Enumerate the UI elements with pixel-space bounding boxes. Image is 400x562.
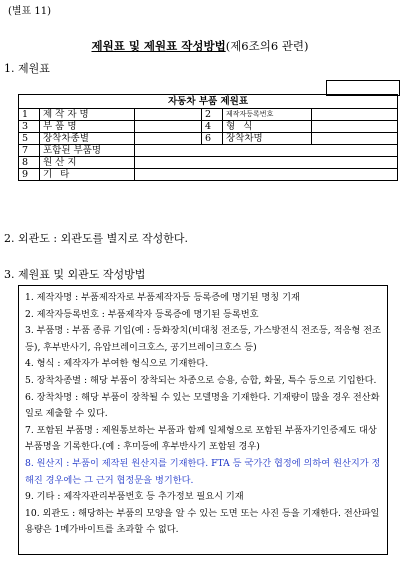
instruction-item: 3. 부품명 : 부품 종류 기입(예 : 등화장치(비대칭 전조등, 가스방전식 전조등, 적응형 전조등), 후부반사기, 유압브레이크호스, 공기브레이크호스 등) — [25, 325, 381, 353]
row-number: 7 — [19, 145, 40, 157]
title-ref: (제6조의6 관련) — [225, 39, 309, 53]
row-number: 5 — [19, 133, 40, 145]
field-label: 포함된 부품명 — [40, 145, 135, 157]
field-value[interactable] — [312, 109, 398, 121]
section-1-heading: 1. 제원표 — [4, 62, 50, 75]
field-label: 기타 — [40, 169, 135, 181]
field-value[interactable] — [135, 109, 202, 121]
table-row — [19, 157, 398, 169]
field-value[interactable] — [135, 145, 398, 157]
spec-table-header: 자동차 부품 제원표 — [19, 95, 398, 109]
table-row — [19, 145, 398, 157]
field-value[interactable] — [135, 169, 398, 181]
row-number: 9 — [19, 169, 40, 181]
title-main: 제원표 및 제원표 작성방법 — [91, 39, 226, 53]
field-label: 부품명 — [40, 121, 135, 133]
instruction-item: 6. 장착차명 : 해당 부품이 장착될 수 있는 모델명을 기재한다. 기재량이 많을 경우 전산화일로 제출할 수 있다. — [25, 391, 380, 420]
field-label: 장착차종별 — [40, 133, 135, 145]
instruction-item: 5. 장착차종별 : 해당 부품이 장착되는 차종으로 승용, 승합, 화물, 특수 등으로 기입한다. — [25, 374, 377, 386]
document-title — [0, 38, 400, 54]
instructions-box — [18, 285, 388, 555]
spec-table — [18, 94, 398, 181]
row-number: 4 — [202, 121, 223, 133]
instruction-item: 7. 포함된 부품명 : 제원통보하는 부품과 함께 일체형으로 포함된 부품자기인증제도 대상 부품명을 기록한다.(예 : 후미등에 후부반사기 포함된 경우) — [25, 424, 377, 453]
instruction-item: 2. 제작자등록번호 : 부품제작자 등록증에 명기된 등록번호 — [25, 308, 259, 320]
row-number: 3 — [19, 121, 40, 133]
field-label: 원산지 — [40, 157, 135, 169]
section-2-heading: 2. 외관도 : 외관도를 별지로 작성한다. — [4, 232, 188, 245]
row-number: 1 — [19, 109, 40, 121]
field-value[interactable] — [312, 133, 398, 145]
field-label: 형식 — [223, 121, 312, 133]
field-label: 제작자명 — [40, 109, 135, 121]
row-number: 8 — [19, 157, 40, 169]
instruction-item: 1. 제작자명 : 부품제작자로 부품제작자등 등록증에 명기된 명칭 기재 — [25, 292, 300, 303]
field-value[interactable] — [312, 121, 398, 133]
row-number: 6 — [202, 133, 223, 145]
instruction-item: 4. 형식 : 제작자가 부여한 형식으로 기재한다. — [25, 358, 209, 370]
field-value[interactable] — [135, 121, 202, 133]
table-row — [19, 109, 398, 121]
table-row — [19, 169, 398, 181]
instruction-item: 10. 외관도 : 해당하는 부품의 모양을 알 수 있는 도면 또는 사진 등을 기재한다. 전산파일 용량은 1메가바이트를 초과할 수 없다. — [25, 507, 380, 536]
field-label: 제작자등록번호 — [223, 109, 312, 121]
instruction-item-highlighted: 8. 원산지 : 부품이 제작된 원산지를 기재한다. FTA 등 국가간 협정에 의하여 원산지가 정해진 경우에는 그 근거 협정문을 병기한다. — [25, 457, 381, 486]
field-value[interactable] — [135, 133, 202, 145]
annex-label: (별표 11) — [8, 6, 52, 17]
table-row — [19, 133, 398, 145]
field-value[interactable] — [135, 157, 398, 169]
table-row — [19, 121, 398, 133]
instruction-item: 9. 기타 : 제작자관리부품번호 등 추가정보 필요시 기재 — [25, 491, 244, 503]
field-label: 장착차명 — [223, 133, 312, 145]
section-3-heading: 3. 제원표 및 외관도 작성방법 — [4, 268, 146, 281]
row-number: 2 — [202, 109, 223, 121]
